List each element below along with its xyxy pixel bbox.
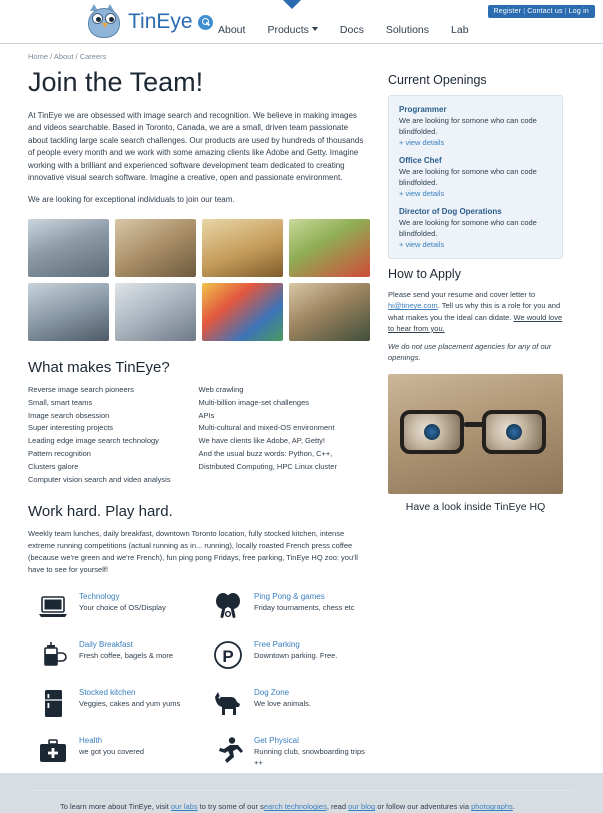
list-item: Multi-billion image-set challenges	[198, 397, 310, 407]
register-link[interactable]: Register	[493, 8, 522, 15]
job-listing[interactable]	[399, 105, 552, 147]
what-makes-column-2	[199, 384, 370, 487]
list-item: Multi-cultural and mixed-OS environment	[198, 423, 335, 433]
sep-2: |	[564, 8, 567, 15]
perk-title: Stocked kitchen	[79, 688, 136, 698]
photographs-link[interactable]: photographs	[471, 802, 513, 812]
nav-item-about[interactable]	[218, 24, 245, 36]
laptop-icon	[36, 590, 70, 624]
intro-text	[28, 110, 370, 207]
photo-team-meeting	[115, 219, 196, 277]
nav-label-solutions: Solutions	[385, 24, 430, 36]
photo-grid	[28, 219, 370, 341]
job-desc: We are looking for somone who can code blindfolded.	[399, 116, 537, 136]
page-title: Join the Team!	[28, 67, 204, 97]
job-desc: We are looking for somone who can code blindfolded.	[399, 167, 537, 187]
photo-kitchen-snacks	[202, 219, 283, 277]
perk-desc: we got you covered	[79, 747, 145, 757]
view-details-link[interactable]: + view details	[399, 189, 445, 198]
our-labs-link[interactable]: our labs	[170, 802, 198, 812]
perk-title: Daily Breakfast	[79, 640, 133, 650]
what-makes-column-1	[28, 384, 187, 487]
job-title: Office Chef	[399, 156, 442, 165]
intro-paragraph-2: We are looking for exceptional individuals to join our team.	[28, 195, 235, 205]
photo-desks	[115, 283, 196, 341]
brand-text: TinEye	[128, 10, 193, 33]
sep-1: |	[523, 8, 526, 15]
agencies-note: We do not use placement agencies for any of our openings.	[388, 342, 552, 362]
perk-title: Health	[79, 736, 103, 746]
fridge-icon	[36, 686, 70, 720]
footer-note	[28, 790, 575, 813]
list-item: Web crawling	[198, 384, 244, 394]
work-hard-body: Weekly team lunches, daily breakfast, downtown Toronto location, fully stocked kitchen, intense extreme running competitions (actual running as in... running), locally roasted French press coffee (because we're green and we're French), fun ping pong Fridays, free parking, TinEye HQ zoo: you'll have to see for yourself!	[28, 528, 358, 575]
parking-sign-icon	[211, 638, 245, 672]
search-technologies-link[interactable]: earch technologies	[263, 802, 327, 812]
coffee-press-icon	[36, 638, 70, 672]
job-desc: We are looking for somone who can code blindfolded.	[399, 218, 537, 238]
perk-desc: Your choice of OS/Display	[79, 603, 166, 613]
perk-desc: Fresh coffee, bagels & more	[79, 651, 174, 661]
first-aid-kit-icon	[36, 734, 70, 768]
main-column	[28, 65, 370, 784]
svg-text:P: P	[222, 647, 234, 667]
contact-link[interactable]: Contact us	[527, 8, 563, 15]
list-item: Image search obsession	[28, 410, 110, 420]
perk-get-physical	[211, 734, 370, 768]
perk-title: Technology	[79, 592, 120, 602]
apply-pre: Please send your resume and cover letter to	[388, 290, 536, 299]
photo-fruit-bowl	[289, 219, 370, 277]
perk-desc: We love animals.	[254, 699, 311, 709]
nav-label-about: About	[218, 24, 246, 36]
ping-pong-paddles-icon	[211, 590, 245, 624]
how-to-apply-body	[388, 289, 563, 334]
owl-mascot-icon	[84, 2, 124, 42]
account-links[interactable]	[488, 5, 595, 18]
list-item: Super interesting projects	[28, 423, 114, 433]
what-makes-lists	[28, 384, 370, 487]
top-bar	[0, 0, 603, 44]
job-listing[interactable]	[399, 156, 552, 198]
perks-grid	[28, 590, 370, 768]
list-item: Computer vision search and video analysis	[28, 474, 171, 484]
perk-title: Dog Zone	[254, 688, 290, 698]
list-item: Reverse image search pioneers	[28, 384, 134, 394]
perk-title: Ping Pong & games	[254, 592, 325, 602]
nav-label-lab: Lab	[451, 24, 469, 36]
view-details-link[interactable]: + view details	[399, 138, 445, 147]
list-item: Leading edge image search technology	[28, 436, 159, 446]
perk-desc: Veggies, cakes and yum yums	[79, 699, 181, 709]
perk-daily-breakfast	[36, 638, 195, 672]
how-to-apply-heading: How to Apply	[388, 267, 461, 281]
perk-ping-pong	[211, 590, 370, 624]
list-item: Distributed Computing, HPC Linux cluster	[198, 462, 337, 472]
runner-icon	[211, 734, 245, 768]
breadcrumb[interactable]: Home / About / Careers	[28, 52, 107, 61]
perk-desc: Running club, snowboarding trips ++	[254, 747, 365, 767]
photo-hq-glasses-reflection	[388, 374, 563, 494]
hq-caption: Have a look inside TinEye HQ	[405, 500, 546, 513]
content-columns	[0, 65, 603, 784]
nav-label-docs: Docs	[339, 24, 364, 36]
perk-title: Get Physical	[254, 736, 299, 746]
perk-technology	[36, 590, 195, 624]
footnote-mid-3: or follow our adventures via	[375, 802, 472, 812]
job-title: Director of Dog Operations	[399, 207, 502, 216]
perk-desc: Downtown parking. Free.	[254, 651, 338, 661]
our-blog-link[interactable]: our blog	[348, 802, 376, 812]
view-details-link[interactable]: + view details	[399, 240, 445, 249]
perk-dog-zone	[211, 686, 370, 720]
nav-label-products: Products	[267, 24, 309, 36]
nav-item-products[interactable]	[267, 24, 317, 36]
perk-free-parking	[211, 638, 370, 672]
work-hard-heading: Work hard. Play hard.	[28, 502, 173, 520]
perk-stocked-kitchen	[36, 686, 195, 720]
nav-item-docs[interactable]	[340, 24, 364, 36]
chevron-down-icon	[312, 27, 318, 31]
nav-item-lab[interactable]	[451, 24, 469, 36]
list-item: Pattern recognition	[28, 449, 91, 459]
photo-team-group	[28, 283, 109, 341]
footnote-end: .	[512, 802, 515, 812]
list-item: APIs	[198, 410, 215, 420]
photo-candy-machine	[202, 283, 283, 341]
perk-title: Free Parking	[254, 640, 300, 650]
list-item: And the usual buzz words: Python, C++,	[198, 449, 333, 459]
list-item: We have clients like Adobe, AP, Getty!	[198, 436, 326, 446]
what-makes-heading: What makes TinEye?	[28, 358, 170, 376]
openings-heading: Current Openings	[388, 73, 487, 87]
photo-office-hallway	[28, 219, 109, 277]
list-item: Clusters galore	[28, 462, 79, 472]
search-icon	[198, 15, 213, 30]
intro-paragraph-1: At TinEye we are obsessed with image search and recognition. We believe in making images and videos searchable. Based in Toronto, Canada, we are a small, driven team passionate about tackling large scale search challenges. Our products are used by hundreds of thousands of people every month and we work with some amazing clients like Adobe and Getty. Imagine working with a brilliant and experienced software development team dedicated to creating innovative visual search software. Imagine a creative, open and passionate environment.	[28, 111, 364, 182]
main-nav[interactable]	[218, 24, 469, 36]
perk-health	[36, 734, 195, 768]
logo[interactable]	[84, 2, 213, 42]
nav-item-solutions[interactable]	[386, 24, 429, 36]
email-link[interactable]: hi@tineye.com	[388, 301, 438, 311]
brand-name	[128, 10, 213, 34]
apply-mid: . Tell us why this is a role for you and what makes you the ideal can didate.	[388, 301, 561, 322]
sidebar-column	[388, 65, 563, 784]
footnote-mid-2: , read	[326, 802, 349, 812]
nav-pointer-marker	[283, 0, 301, 9]
dog-icon	[211, 686, 245, 720]
perk-desc: Friday tournaments, chess etc	[254, 603, 355, 613]
login-link[interactable]: Log in	[568, 8, 589, 15]
job-listing[interactable]	[399, 207, 552, 249]
footnote-pre: To learn more about TinEye, visit	[60, 802, 171, 812]
openings-panel	[388, 95, 563, 259]
list-item: Small, smart teams	[28, 397, 93, 407]
job-title: Programmer	[399, 105, 447, 114]
footnote-mid-1: to try some of our s	[197, 802, 264, 812]
photo-workspace-plants	[289, 283, 370, 341]
apply-strong: We would love to hear from you.	[388, 312, 563, 333]
